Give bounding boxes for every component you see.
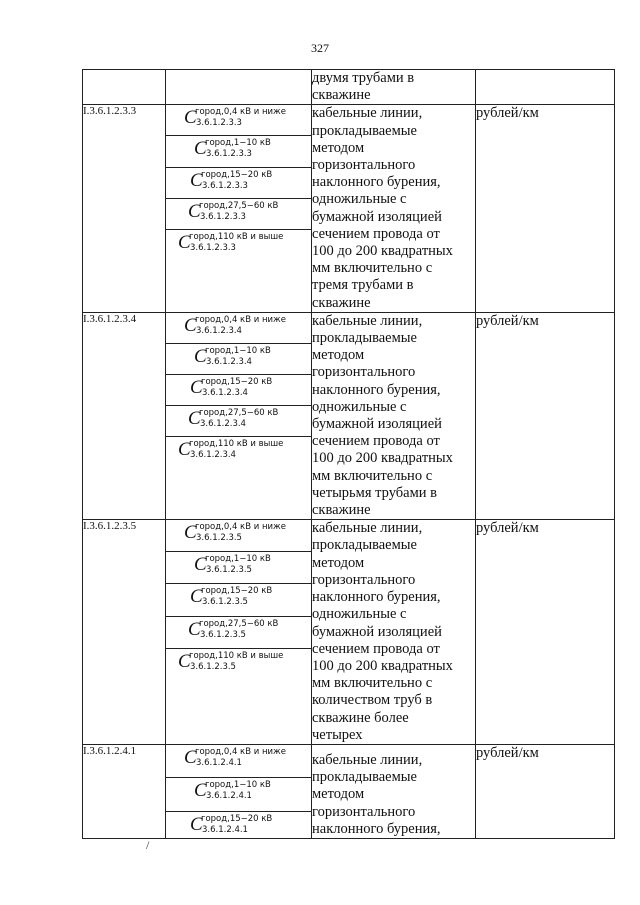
formula-cell: C город,15−20 кВ 3.6.1.2.3.5	[166, 584, 312, 616]
description-line: кабельные линии,	[312, 520, 423, 537]
formula-cell: C город,27,5−60 кВ 3.6.1.2.3.5	[166, 616, 312, 648]
unit-cell: рублей/км	[476, 312, 615, 519]
description-line: скважине	[312, 294, 371, 311]
formula-cell: C город,15−20 кВ 3.6.1.2.3.4	[166, 374, 312, 405]
table-row-continuation	[83, 70, 615, 105]
formula-cell: C город,110 кВ и выше 3.6.1.2.3.3	[166, 229, 312, 312]
formula-cell: C город,110 кВ и выше 3.6.1.2.3.5	[166, 648, 312, 744]
description-line: методом	[312, 139, 365, 156]
description-line: прокладываемые	[312, 330, 417, 347]
formula-cell: C город,1−10 кВ 3.6.1.2.3.5	[166, 552, 312, 584]
description-line: четырьмя трубами в	[312, 484, 437, 501]
formula-cell: C город,1−10 кВ 3.6.1.2.4.1	[166, 778, 312, 811]
description-line: бумажной изоляцией	[312, 623, 442, 640]
description-cell	[312, 312, 476, 519]
description-line: наклонного бурения,	[312, 381, 441, 398]
scan-mark: /	[146, 838, 150, 852]
description-line: методом	[312, 554, 365, 571]
formula-cell: C город,27,5−60 кВ 3.6.1.2.3.3	[166, 198, 312, 229]
unit-cell: рублей/км	[476, 744, 615, 838]
description-line: 100 до 200 квадратных	[312, 450, 453, 467]
formula-cell: C город,0,4 кВ и ниже 3.6.1.2.3.4	[166, 312, 312, 343]
description-line: 100 до 200 квадратных	[312, 243, 453, 260]
table-row	[83, 312, 615, 343]
description-line: горизонтального	[312, 157, 416, 174]
description-line: тремя трубами в	[312, 277, 414, 294]
description-cell	[312, 70, 476, 105]
description-line: прокладываемые	[312, 122, 417, 139]
unit-cell	[476, 70, 615, 105]
description-cell	[312, 744, 476, 838]
formula-cell: C город,0,4 кВ и ниже 3.6.1.2.3.5	[166, 520, 312, 552]
description-line: количеством труб в	[312, 692, 433, 709]
description-line: горизонтального	[312, 571, 416, 588]
description-line: мм включительно с	[312, 260, 433, 277]
description-line: наклонного бурения,	[312, 820, 441, 837]
description-line: скважине	[312, 502, 371, 519]
description-line: наклонного бурения,	[312, 174, 441, 191]
page-number: 327	[311, 41, 329, 55]
code-cell: I.3.6.1.2.3.3	[83, 105, 166, 312]
description-line: одножильные с	[312, 191, 407, 208]
description-line: четырех	[312, 726, 363, 743]
description-line: методом	[312, 786, 365, 803]
formula-cell: C город,1−10 кВ 3.6.1.2.3.3	[166, 136, 312, 167]
description-line: кабельные линии,	[312, 751, 423, 768]
formula-cell: C город,0,4 кВ и ниже 3.6.1.2.4.1	[166, 744, 312, 777]
description-line: прокладываемые	[312, 537, 417, 554]
formula-cell: C город,1−10 кВ 3.6.1.2.3.4	[166, 343, 312, 374]
description-cell	[312, 520, 476, 745]
description-line: кабельные линии,	[312, 105, 423, 122]
tariff-table	[82, 69, 615, 839]
description-line: горизонтального	[312, 364, 416, 381]
formula-cell: C город,0,4 кВ и ниже 3.6.1.2.3.3	[166, 105, 312, 136]
description-line: горизонтального	[312, 803, 416, 820]
description-line: двумя трубами в	[312, 70, 415, 86]
description-line: сечением провода от	[312, 225, 440, 242]
description-line: методом	[312, 347, 365, 364]
description-line: сечением провода от	[312, 640, 440, 657]
description-cell	[312, 105, 476, 312]
description-line: бумажной изоляцией	[312, 416, 442, 433]
description-line: 100 до 200 квадратных	[312, 657, 453, 674]
description-line: бумажной изоляцией	[312, 208, 442, 225]
description-line: мм включительно с	[312, 675, 433, 692]
table-row	[83, 744, 615, 777]
formula-cell: C город,110 кВ и выше 3.6.1.2.3.4	[166, 437, 312, 520]
description-line: прокладываемые	[312, 769, 417, 786]
table-row	[83, 520, 615, 552]
code-cell	[83, 70, 166, 105]
description-line: наклонного бурения,	[312, 589, 441, 606]
code-cell: I.3.6.1.2.3.5	[83, 520, 166, 745]
unit-cell: рублей/км	[476, 520, 615, 745]
description-line: кабельные линии,	[312, 312, 423, 329]
code-cell: I.3.6.1.2.4.1	[83, 744, 166, 838]
formula-cell: C город,15−20 кВ 3.6.1.2.3.3	[166, 167, 312, 198]
unit-cell: рублей/км	[476, 105, 615, 312]
description-line: одножильные с	[312, 606, 407, 623]
formula-cell	[166, 70, 312, 105]
code-cell: I.3.6.1.2.3.4	[83, 312, 166, 519]
formula-cell: C город,27,5−60 кВ 3.6.1.2.3.4	[166, 406, 312, 437]
description-line: сечением провода от	[312, 433, 440, 450]
description-line: скважине более	[312, 709, 409, 726]
formula-cell: C город,15−20 кВ 3.6.1.2.4.1	[166, 811, 312, 838]
description-line: мм включительно с	[312, 467, 433, 484]
description-line: одножильные с	[312, 398, 407, 415]
table-row	[83, 105, 615, 136]
description-line: скважине	[312, 87, 371, 104]
